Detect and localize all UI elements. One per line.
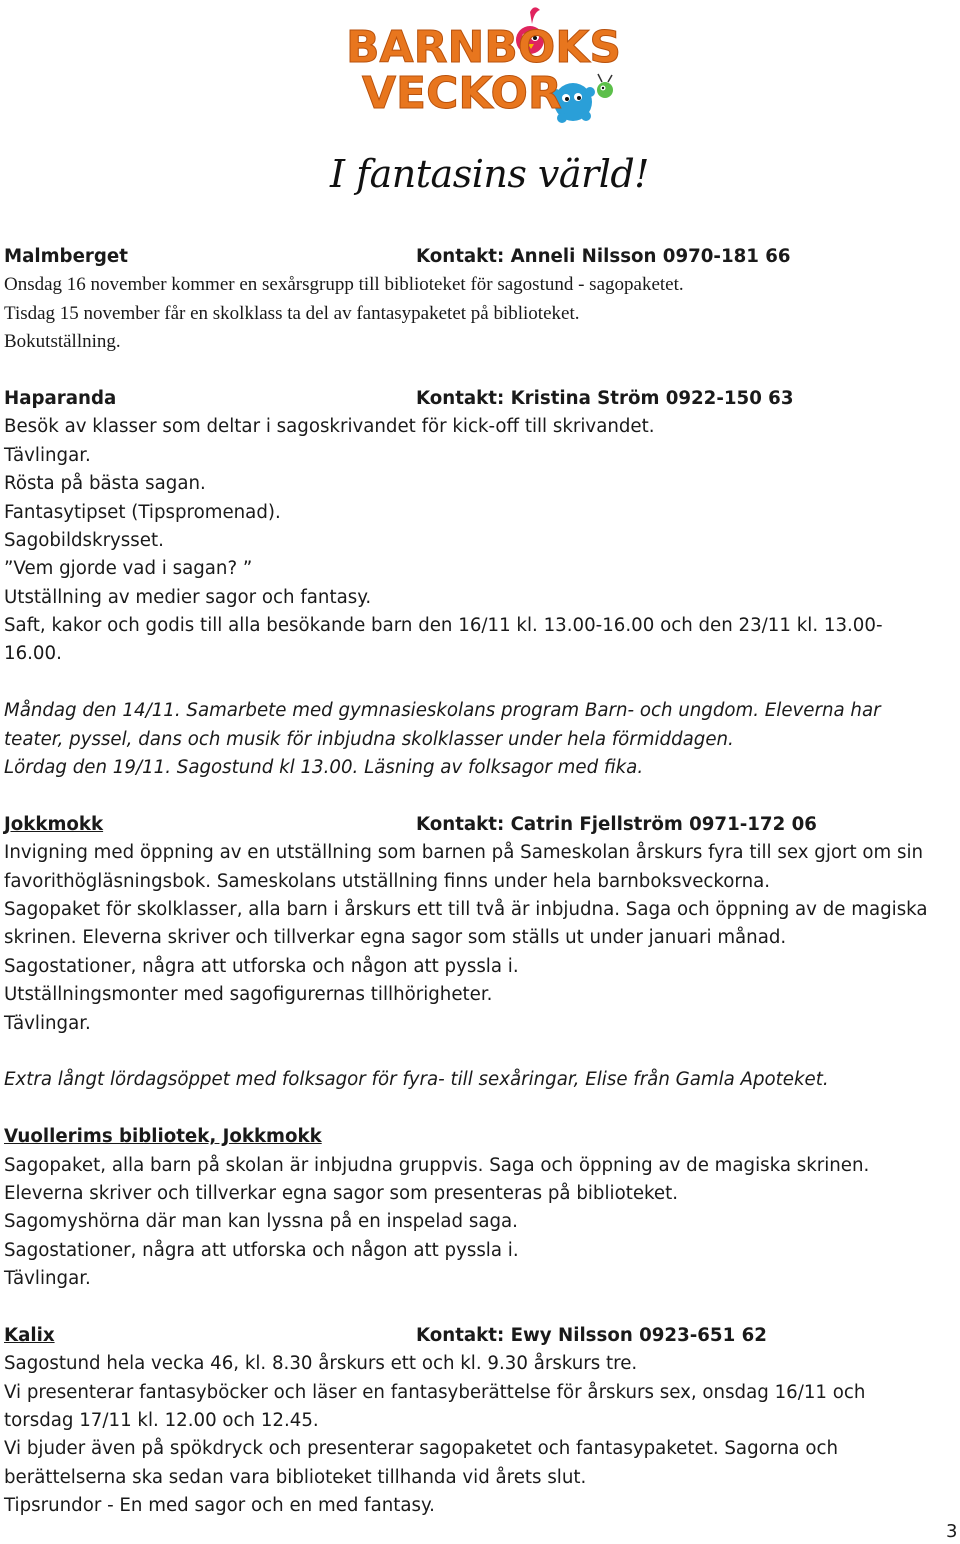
green-bug-icon [597, 74, 613, 98]
text-line: berättelserna ska sedan vara biblioteket tillhanda vid årets slut. [4, 1466, 587, 1488]
text-line: Besök av klasser som deltar i sagoskrivandet för kick-off till skrivandet. [4, 416, 655, 438]
document-body [4, 243, 954, 1521]
text-line: Vi presenterar fantasyböcker och läser en fantasyberättelse för årskurs sex, onsdag 16/11 och [4, 1381, 866, 1403]
section-heading-kalix [4, 1322, 954, 1350]
text-line: Sagostund hela vecka 46, kl. 8.30 årskurs ett och kl. 9.30 årskurs tre. [4, 1353, 638, 1375]
text-line: skrinen. Eleverna skriver och tillverkar egna sagor som ställs ut under januari månad. [4, 927, 787, 949]
section-heading-vuollerim [4, 1123, 954, 1151]
italic-text-line: Måndag den 14/11. Samarbete med gymnasieskolans program Barn- och ungdom. Eleverna har [4, 700, 881, 722]
text-line: Utställning av medier sagor och fantasy. [4, 586, 372, 608]
text-line: Sagostationer, några att utforska och någon att pyssla i. [4, 955, 519, 977]
logo-graphic [340, 4, 630, 132]
text-line: Sagopaket, alla barn på skolan är inbjudna gruppvis. Saga och öppning av de magiska skrinen. [4, 1154, 870, 1176]
text-line: Tävlingar. [4, 1012, 91, 1034]
barnboksveckor-logo [340, 4, 630, 132]
text-line: Onsdag 16 november kommer en sexårsgrupp till biblioteket för sagostund - sagopaketet. [4, 274, 684, 296]
text-line: Bokutställning. [4, 331, 121, 353]
text-line: Sagopaket för skolklasser, alla barn i årskurs ett till två är inbjudna. Saga och öppning av de magiska [4, 898, 928, 920]
section-title: Haparanda [4, 387, 117, 409]
section-heading-jokkmokk [4, 811, 954, 839]
section-title: Jokkmokk [4, 813, 104, 835]
tagline: I fantasins värld! [330, 152, 649, 196]
text-line: Invigning med öppning av en utställning som barnen på Sameskolan årskurs fyra till sex gjort om sin [4, 842, 924, 864]
text-line: Tisdag 15 november får en skolklass ta del av fantasypaketet på biblioteket. [4, 302, 580, 324]
contact-info: Kontakt: Kristina Ström 0922-150 63 [416, 387, 794, 409]
contact-info: Kontakt: Catrin Fjellström 0971-172 06 [416, 813, 817, 835]
text-line: Eleverna skriver och tillverkar egna sagor som presenteras på biblioteket. [4, 1182, 679, 1204]
text-line: Tävlingar. [4, 1268, 91, 1290]
text-line: Vi bjuder även på spökdryck och presenterar sagopaketet och fantasypaketet. Sagorna och [4, 1438, 839, 1460]
logo-text-veckor: VECKOR [362, 68, 562, 119]
italic-text-line: Lördag den 19/11. Sagostund kl 13.00. Läsning av folksagor med fika. [4, 757, 644, 779]
contact-info: Kontakt: Anneli Nilsson 0970-181 66 [416, 246, 791, 267]
section-title: Kalix [4, 1324, 55, 1346]
italic-text-line: teater, pyssel, dans och musik för inbjudna skolklasser under hela förmiddagen. [4, 728, 734, 750]
text-line: Fantasytipset (Tipspromenad). [4, 501, 281, 523]
section-heading-haparanda [4, 385, 954, 413]
text-line: Saft, kakor och godis till alla besökande barn den 16/11 kl. 13.00-16.00 och den 23/11 kl. 13.00- [4, 615, 883, 637]
page-number: 3 [946, 1521, 958, 1542]
text-line: 16.00. [4, 643, 62, 665]
text-line: Sagomyshörna där man kan lyssna på en inspelad saga. [4, 1211, 518, 1233]
section-title: Vuollerims bibliotek, Jokkmokk [4, 1126, 322, 1148]
italic-text-line: Extra långt lördagsöppet med folksagor för fyra- till sexåringar, Elise från Gamla Apoteket. [4, 1069, 829, 1091]
text-line: Sagostationer, några att utforska och någon att pyssla i. [4, 1239, 519, 1261]
text-line: Rösta på bästa sagan. [4, 473, 206, 495]
section-heading-malmberget [4, 243, 954, 271]
text-line: Tävlingar. [4, 444, 91, 466]
text-line: Tipsrundor - En med sagor och en med fantasy. [4, 1495, 435, 1517]
text-line: torsdag 17/11 kl. 12.00 och 12.45. [4, 1410, 319, 1432]
text-line: ”Vem gjorde vad i sagan? ” [4, 558, 253, 580]
logo-text-barnboks: BARNBOKS [346, 22, 622, 73]
text-line: Utställningsmonter med sagofigurernas tillhörigheter. [4, 984, 493, 1006]
contact-info: Kontakt: Ewy Nilsson 0923-651 62 [416, 1324, 767, 1346]
section-title: Malmberget [4, 246, 128, 267]
text-line: Sagobildskrysset. [4, 529, 164, 551]
text-line: favorithögläsningsbok. Sameskolans utställning finns under hela barnboksveckorna. [4, 870, 771, 892]
